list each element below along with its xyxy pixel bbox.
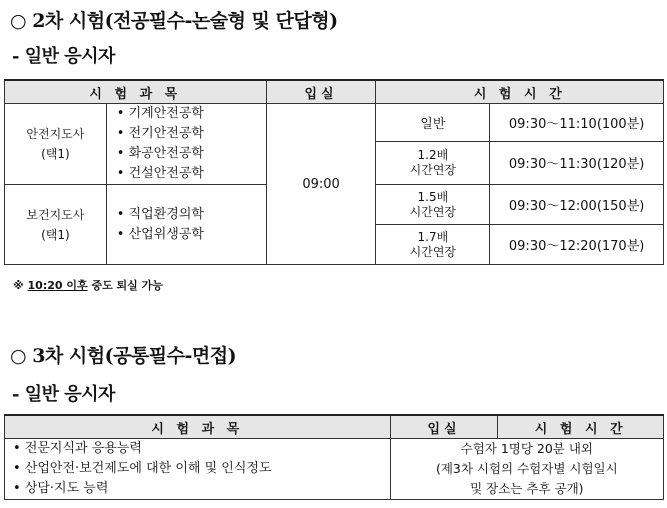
exam-time: 09:30～12:00(150분)	[490, 185, 664, 225]
list-item: • 직업환경의학	[116, 206, 204, 222]
list-item: • 전문지식과 응용능력	[13, 441, 142, 456]
list-item: • 화공안전공학	[116, 146, 204, 161]
group-safety-select: (택1)	[41, 147, 70, 161]
header-subject: 시 험 과 목	[5, 80, 267, 104]
header-time: 시 험 시 간	[376, 80, 664, 104]
entry-time: 09:00	[266, 104, 376, 265]
header-time: 시 험 시 간	[498, 415, 664, 439]
list-item: • 건설안전공학	[116, 166, 204, 181]
section-3-subtitle: - 일반 응시자	[12, 384, 115, 405]
group-health-subjects	[106, 185, 266, 265]
exam-2-schedule-table	[4, 79, 664, 265]
group-safety-subjects	[106, 104, 266, 185]
note-underlined-time: 10:20 이후	[27, 279, 88, 292]
list-item: • 전기안전공학	[116, 126, 204, 141]
extension-type: 1.2배 시간연장	[376, 141, 490, 184]
list-item: • 기계안전공학	[116, 106, 204, 121]
exam-3-schedule-table	[4, 414, 664, 500]
time-line: 수험자 1명당 20분 내외	[460, 441, 594, 456]
list-item: • 상담·지도 능력	[13, 481, 109, 496]
interview-subjects	[5, 439, 391, 500]
group-safety-name: 안전지도사	[26, 127, 85, 141]
group-health-select: (택1)	[41, 227, 70, 242]
early-leave-note: ※ 10:20 이후 중도 퇴실 가능	[13, 279, 163, 292]
exam-time: 09:30～11:10(100분)	[490, 104, 664, 142]
section-2-title: ○ 2차 시험(전공필수-논술형 및 단답형)	[10, 10, 338, 32]
group-health-name: 보건지도사	[26, 207, 85, 222]
section-3-title: ○ 3차 시험(공통필수-면접)	[10, 345, 237, 367]
header-entry: 입실	[266, 80, 376, 104]
extension-type: 1.5배 시간연장	[376, 185, 490, 225]
time-line: (제3차 시험의 수험자별 시험일시	[435, 461, 618, 476]
group-health	[5, 185, 107, 265]
interview-time-info	[390, 439, 663, 500]
exam-time: 09:30～11:30(120분)	[490, 141, 664, 184]
section-2-subtitle: - 일반 응시자	[12, 46, 115, 67]
exam-time: 09:30～12:20(170분)	[490, 225, 664, 265]
extension-type: 1.7배 시간연장	[376, 225, 490, 265]
header-entry: 입실	[390, 415, 498, 439]
extension-type: 일반	[376, 104, 490, 142]
header-subject: 시 험 과 목	[5, 415, 391, 439]
time-line: 및 장소는 추후 공개)	[470, 481, 584, 496]
list-item: • 산업위생공학	[116, 226, 204, 242]
group-safety	[5, 104, 107, 185]
list-item: • 산업안전·보건제도에 대한 이해 및 인식정도	[13, 461, 272, 476]
